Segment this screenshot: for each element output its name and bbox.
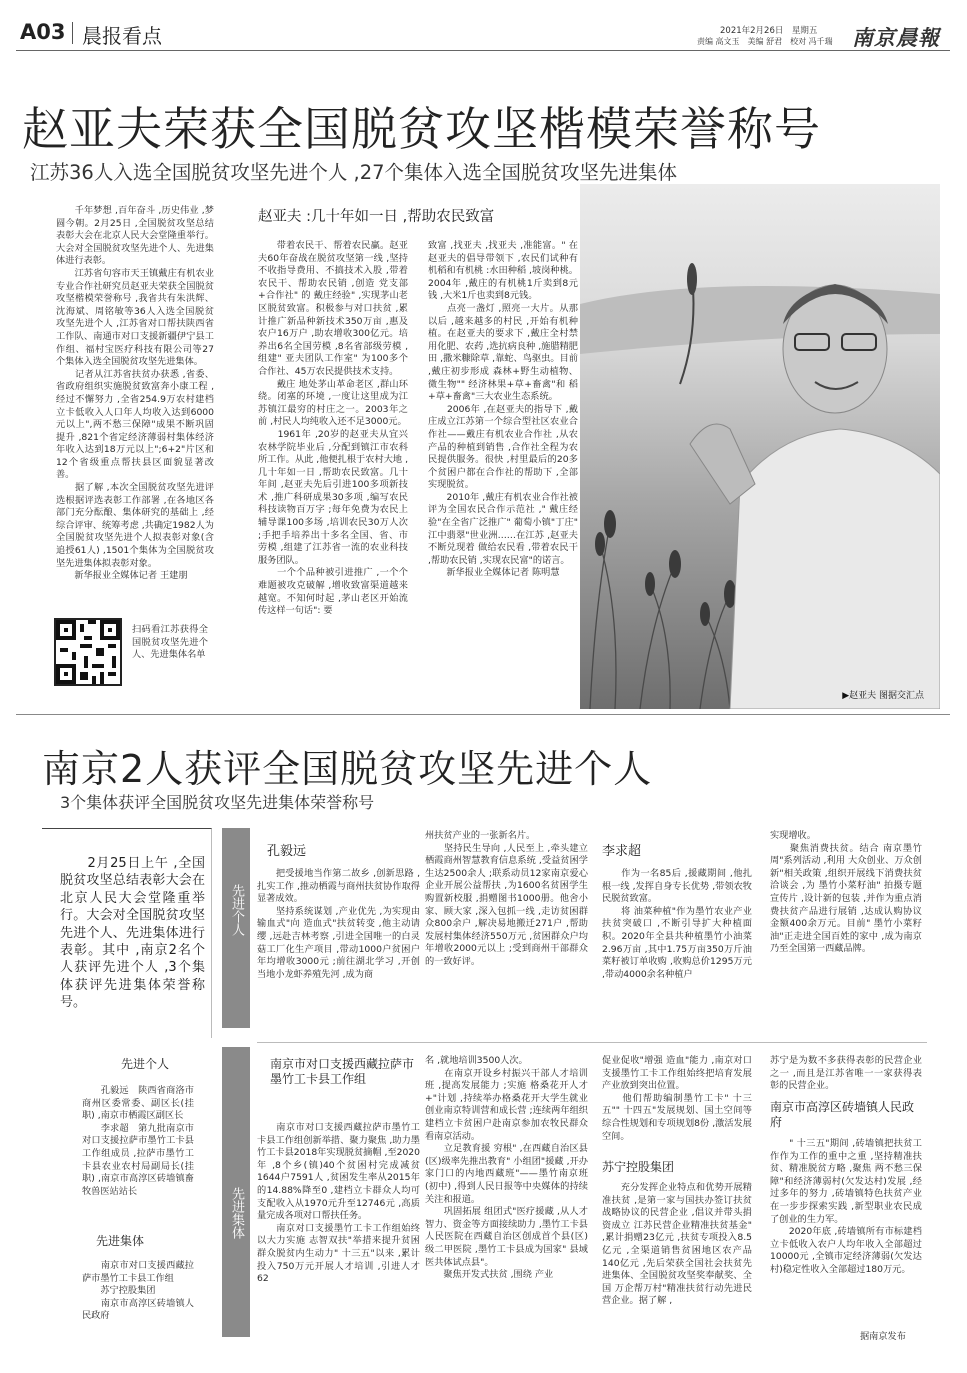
mozhu-col-3: 促业促收"增强 造血"能力 ,南京对口支援墨竹工卡工作组始终把培育发展产业放到突出位置。 他们帮助编制墨竹工卡" 十三五"" 十四五"发展规划、国土空间等综合性规划和专项规划8份 ,激活发展空间。	[602, 1055, 752, 1142]
qr-code-icon[interactable]	[54, 618, 122, 686]
suning-text: 充分发挥企业特点和优势开展精准扶贫 ,是第一家与国扶办签订扶贫战略协议的民营企业 ,倡议并带头捐资成立 江苏民营企业精准扶贫基金" ,累计捐赠23亿元 ,扶贫专项投入8.5亿元 ,全渠道销售贫困地区农产品140亿元 ,先后荣获全国社会扶贫先进集体、全国脱贫攻坚奖奉献奖、全国 万企帮万村"精准扶贫行动先进民营企业。据了解 ,	[602, 1182, 752, 1307]
group-title-suning: 苏宁控股集团	[602, 1160, 675, 1174]
group-divider	[257, 1042, 927, 1043]
list-individuals-text: 孔毅远 陕西省商洛市商州区委常委、副区长(挂职) ,南京市栖霞区副区长 李求超 第九批南京市对口支援拉萨市墨竹工卡县工作组成员 ,拉萨市墨竹工卡县农业农村局副局长(挂职) ,南京市高淳区砖墙镇畜牧兽医站站长	[82, 1085, 194, 1197]
honor-list	[80, 1055, 210, 1082]
editor-credits: 责编 高文玉 美编 舒君 校对 冯千瑞	[697, 37, 833, 46]
name-li: 李求超	[602, 844, 642, 859]
li-col-1: 作为一名85后 ,援藏期间 ,他扎根一线 ,发挥自身专长优势 ,带领农牧民脱贫致富。 将 油菜种植"作为墨竹农业产业扶贫突破口 ,不断引导扩大种植面积。2020年全县共种植墨竹小油菜2.96万亩 ,其中1.75万亩350万斤油菜籽被订单收购 ,收购总价1295万元 ,带动4000余名种植户	[602, 868, 752, 980]
qr-caption: 扫码看江苏获得全国脱贫攻坚先进个人、先进集体名单	[132, 624, 208, 661]
tab-groups-label: 先进集体	[229, 1187, 244, 1239]
page-number: A03	[20, 20, 66, 44]
masthead-logo: 南京晨報	[852, 25, 940, 50]
weekday: 星期五	[791, 26, 818, 36]
story1-column-3: 致富 ,找亚夫 ,找亚夫 ,准能富。" 在赵亚夫的倡导带领下 ,农民们试种有机稻和有机桃 :水田种稻 ,坡岗种桃。2004年 ,戴庄的有机桃1斤卖到8元钱 ,大米1斤也卖到8元钱。 点亮一盏灯 ,照亮一大片。从那以后 ,越来越多的村民 ,开始有机种植。在赵亚夫的要求下 ,戴庄全村禁用化肥、农药 ,选抗病良种 ,施腊精肥田 ,撒米糠除草 ,靠蛇、鸟驱虫。目前 ,戴庄初步形成 森林+野生动植物、微生物"" 经济林果+草+畜禽"和 稻+草+畜禽"三大农业生态系统。 2006年 ,在赵亚夫的指导下 ,戴庄成立江苏第一个综合型社区农业合作社——戴庄有机农业合作社 ,从农产品的种植到销售 ,合作社全程为农民提供服务。很快 ,村里最后的20多个贫困户都在合作社的帮助下 ,全部实现脱贫。 2010年 ,戴庄有机农业合作社被评为全国农民合作示范社 ," 戴庄经验"在全省广泛推广" 葡萄小镇"丁庄" 江中翡翠"世业洲……在江苏 ,赵亚夫不断兑现着 做给农民看 ,带着农民干 ,帮助农民销 ,实现农民富"的诺言。 新华报业全媒体记者 陈明慧	[428, 240, 578, 579]
li-col-2: 实现增收。 聚焦消费扶贫。结合 南京墨竹周"系列活动 ,利用 大众创业、万众创新"相关政策 ,组织开展线下消费扶贫洽谈会 ,为 墨竹小菜籽油" 拍摄专题宣传片 ,设计新的包装 ,并作为重点消费扶贫产品进行展销 ,达成认购协议金额400余万元。目前" 墨竹小菜籽油"正走进全国百姓的家中 ,成为南京乃至全国第一西藏品牌。	[770, 830, 922, 955]
issue-date: 2021年2月26日	[720, 26, 784, 36]
section-title: 晨报看点	[82, 24, 162, 48]
list-title-individuals: 先进个人	[120, 1057, 169, 1071]
feature-title: 赵亚夫 :几十年如一日 ,帮助农民致富	[258, 209, 495, 225]
story1-subhead: 江苏36人入选全国脱贫攻坚先进个人 ,27个集体入选全国脱贫攻坚先进集体	[30, 161, 678, 184]
tab-individuals-label: 先进个人	[229, 884, 244, 936]
tab-individuals	[222, 828, 250, 1028]
suning-text-cont: 苏宁是为数不多获得表彰的民营企业之一 ,而且是江苏省唯一一家获得表彰的民营企业。	[770, 1055, 922, 1092]
story1-headline: 赵亚夫荣获全国脱贫攻坚楷模荣誉称号	[22, 102, 821, 156]
mozhu-col-2: 名 ,就地培训3500人次。 在南京开设乡村振兴干部人才培训班 ,提高发展能力 ;实施 格桑花开人才+"计划 ,持续举办格桑花开大学生就业创业南京特训营和成长营 ;连续两年组织建档立卡贫困户赴南京参加农牧民群众看南京活动。 立足教育援 穷根" ,在西藏自治区县(区)级率先推出教育" 小组团"援藏 ,开办 家门口的内地西藏班"——墨竹南京班(初中) ,得到人民日报等中央媒体的持续关注和报道。 巩固拓展 组团式"医疗援藏 ,从人才智力、资金等方面接续助力 ,墨竹工卡县人民医院在西藏自治区创成首个县(区)级二甲医院 ,墨竹工卡县成为国家" 县域医共体试点县"。 聚焦开发式扶贫 ,围绕 产业	[425, 1055, 588, 1281]
header-divider	[72, 22, 73, 44]
kong-col-1: 把受援地当作第二故乡 ,创新思路 ,扎实工作 ,推动栖霞与商州扶贫协作取得显著成效。 坚持系统谋划 ,产业优先 ,为实现由 输血式"向 造血式"扶贫转变 ,他主动请缨 ,远赴吉林考察 ,引进全国唯一的白灵菇工厂化生产项目 ,带动1000户贫困户年均增收3000元 ;前往湖北学习 ,开创当地小龙虾养殖先河 ,成为商	[257, 868, 420, 980]
mozhu-col-1: 南京市对口支援西藏拉萨市墨竹工卡县工作组创新举措、聚力聚焦 ,助力墨竹工卡县2018年实现脱贫摘帽 ,至2020年 ,8个乡(镇)40个贫困村完成减贫1644户7591人 ,贫困发生率从2015年的14.88%降至0 ,建档立卡群众人均可支配收入从1970元升至12746元 ,高质量完成各项对口帮扶任务。 南京对口支援墨竹工卡工作组始终以大力实施 志智双扶"举措来提升贫困群众脱贫内生动力" 十三五"以来 ,累计投入750万元开展人才培训 ,引进人才62	[257, 1122, 420, 1285]
zhao-yafu-photo	[580, 184, 940, 709]
story2-subhead: 3个集体获评全国脱贫攻坚先进集体荣誉称号	[60, 793, 375, 812]
story2-headline: 南京2人获评全国脱贫攻坚先进个人	[42, 747, 653, 791]
date-line	[720, 24, 817, 36]
story1-column-1: 千年梦想 ,百年奋斗 ,历史伟业 ,梦圆今朝。2月25日 ,全国脱贫攻坚总结表彰大会在北京人民大会堂隆重举行。大会对全国脱贫攻坚先进个人、先进集体进行表彰。 江苏省句容市天王镇戴庄有机农业专业合作社研究员赵亚夫荣获全国脱贫攻坚楷模荣誉称号 ,我省共有朱洪辉、沈海斌、周铭敏等36人入选全国脱贫攻坚先进个人 ,江苏省对口帮扶陕西省工作队、南通市对口支援新疆伊宁县工作组、福村宝医疗科技有限公司等27个集体入选全国脱贫攻坚先进集体。 记者从江苏省扶贫办获悉 ,省委、省政府组织实施脱贫致富奔小康工程 ,经过不懈努力 ,全省254.9万农村建档立卡低收入人口年人均收入达到6000元以上",两不愁三保障"成果不断巩固提升 ,821个省定经济薄弱村集体经济年收入达到18万元以上";6+2"片区和12个省级重点帮扶县区面貌显著改善。 据了解 ,本次全国脱贫攻坚先进评选根据评选表彰工作部署 ,在各地区各部门充分酝酿、集体研究的基础上 ,经综合评审、统筹考虑 ,共确定1982人为全国脱贫攻坚先进个人拟表彰对象(含追授61人) ,1501个集体为全国脱贫攻坚先进集体拟表彰对象。 新华报业全媒体记者 王建朋	[56, 205, 214, 582]
story1-column-2: 带着农民干、帮着农民赢。赵亚夫60年奋战在脱贫攻坚第一线 ,坚持不收指导费用、不搞技术入股 ,带着农民干、帮助农民销 ,创造 党支部+合作社" 的 戴庄经验" ,实现茅山老区脱贫致富。积极参与对口扶贫 ,累计推广新品种新技术350万亩 ,惠及农户16万户 ,助农增收300亿元。培养出6名全国劳模 ,8名省部级劳模 ,组建" 亚夫团队工作室" 为100多个合作社、45万农民提供技术支持。 戴庄 地处茅山革命老区 ,群山环绕。闭塞的环境 ,一度让这里成为江苏镇江最穷的村庄之一。2003年之前 ,村民人均纯收入还不足3000元。 1961年 ,20岁的赵亚夫从宜兴农林学院毕业后 ,分配到镇江市农科所工作。从此 ,他便扎根于农村大地 ,几十年如一日 ,帮助农民致富。几十年间 ,赵亚夫先后引进100多项新技术 ,推广科研成果30多项 ,编写农民科技读物百万字 ;每年免费为农民上辅导课100多场 ,培训农民30万人次 ;手把手培养出十多名全国、省、市劳模 ,组建了江苏省一流的农业科技服务团队。 一个个品种被引进推广 ,一个个难题被攻克破解 ,增收致富渠道越来越宽。不知何时起 ,茅山老区开始流传这样一句话": 要	[258, 240, 408, 617]
photo-caption: ▶赵亚夫 图据交汇点	[842, 691, 924, 701]
zhuanqiang-text: " 十三五"期间 ,砖墙镇把扶贫工作作为工作的重中之重 ,坚持精准扶贫、精准脱贫方略 ,聚焦 两不愁三保障"和经济薄弱村(欠发达村)发展 ,经过多年的努力 ,砖墙镇特色扶贫产业在一步步探索实践 ,新型职业农民成了创业的生力军。 2020年底 ,砖墙镇所有市标建档立卡低收入农户人均年收入全部超过10000元 ,全镇市定经济薄弱(欠发达村)稳定性收入全部超过180万元。	[770, 1138, 922, 1275]
group-title-mozhu: 南京市对口支援西藏拉萨市墨竹工卡县工作组	[270, 1057, 415, 1086]
story-divider	[16, 714, 950, 715]
lead-box	[42, 828, 212, 1038]
kong-col-2: 州扶贫产业的一张新名片。 坚持民生导向 ,人民至上 ,牵头建立栖霞商州智慧教育信息系统 ,受益贫困学生达2500余人 ;联系动员12家南京爱心企业开展公益帮扶 ,为1600名贫困学生购置新校服 ,捐赠图书1000册。他舍小家、顾大家 ,深入包抓一线 ,走访贫困群众800余户 ,解决易地搬迁271户 ,帮助发展村集体经济550万元 ,贫困群众户均年增收2000元以上 ;受到商州干部群众的一致好评。	[425, 830, 588, 967]
list-groups-text: 南京市对口支援西藏拉萨市墨竹工卡县工作组 苏宁控股集团 南京市高淳区砖墙镇人民政府	[82, 1260, 194, 1322]
page-header	[0, 0, 967, 50]
name-kong: 孔毅远	[267, 844, 307, 859]
byline: 据南京发布	[860, 1331, 906, 1342]
header-rule	[16, 50, 950, 51]
list-title-groups: 先进集体	[96, 1234, 145, 1248]
lead-text: 2月25日上午 ,全国脱贫攻坚总结表彰大会在北京人民大会堂隆重举行。大会对全国脱贫攻坚先进个人、先进集体进行表彰。其中 ,南京2名个人获评先进个人 ,3个集体获评先进集体荣誉称号。	[60, 856, 205, 1011]
group-title-zhuanqiang: 南京市高淳区砖墙镇人民政府	[770, 1100, 915, 1129]
tab-groups	[222, 1047, 250, 1337]
